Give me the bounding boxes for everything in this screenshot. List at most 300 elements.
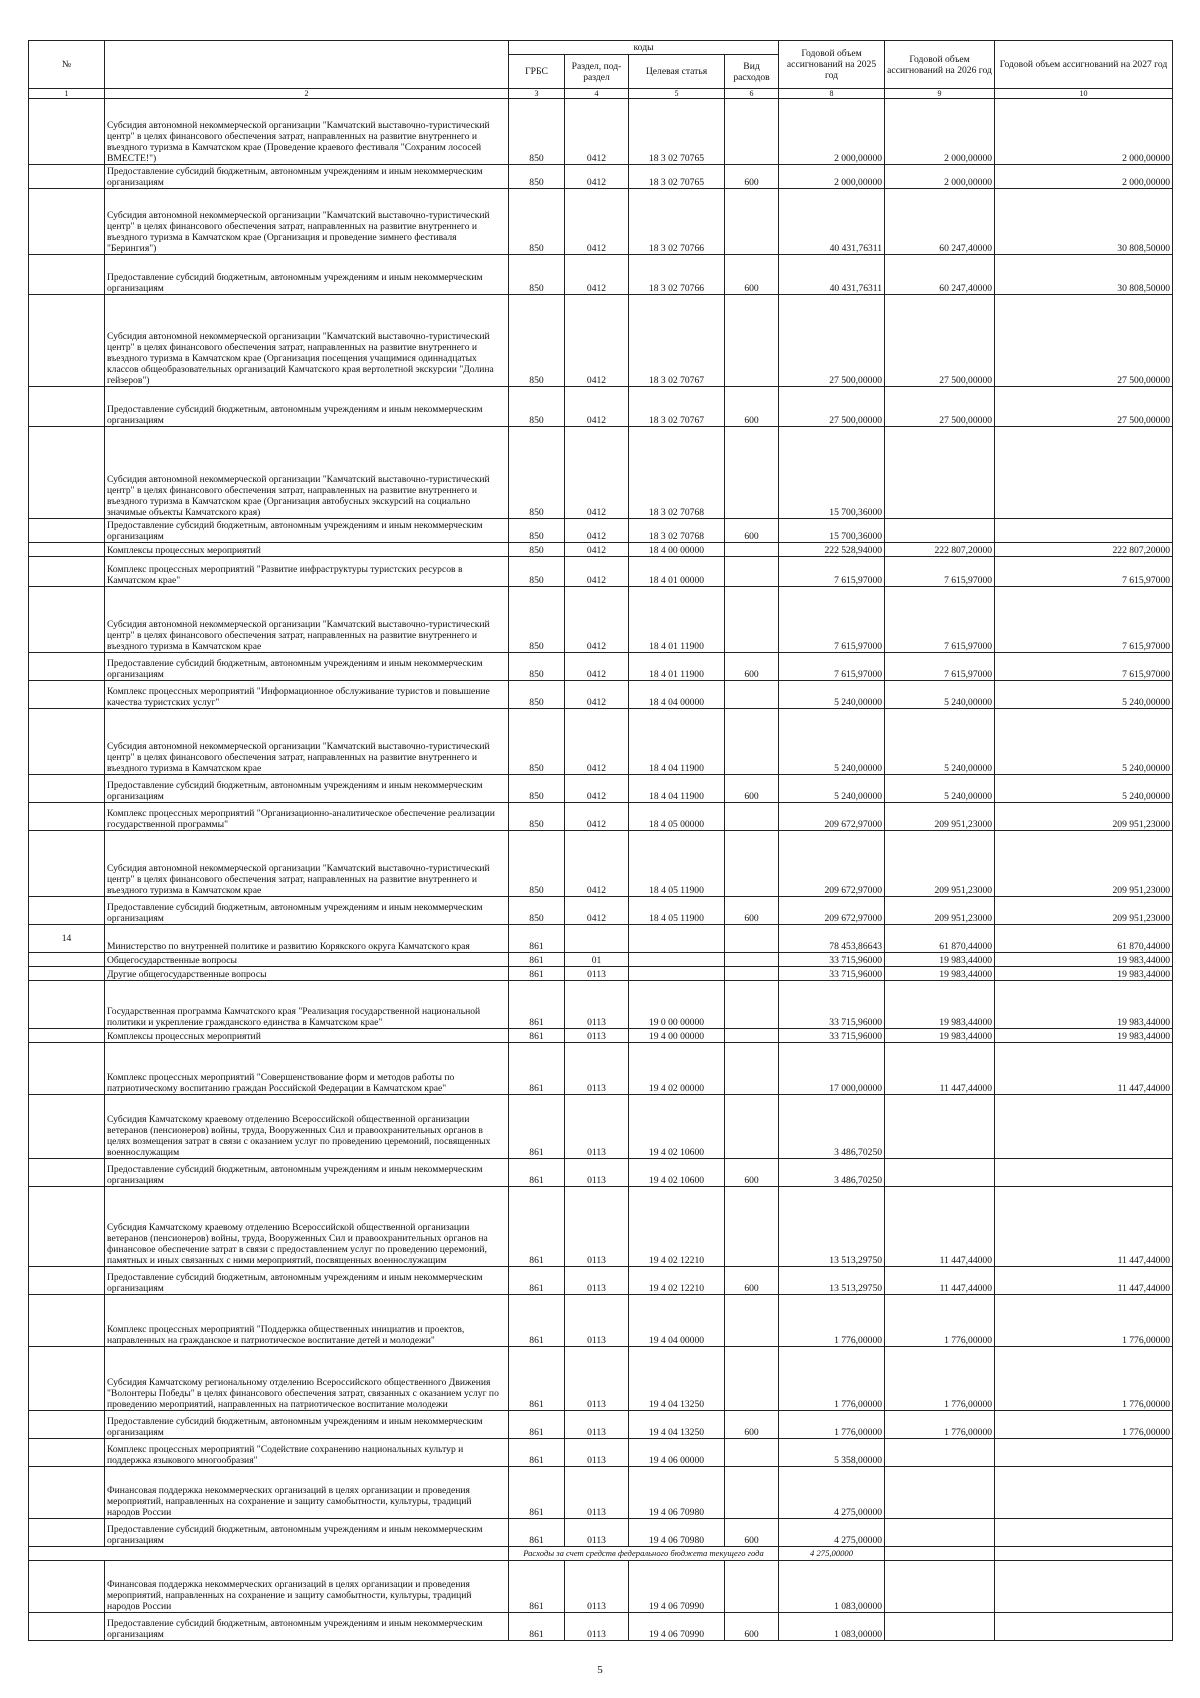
row-amount-2027: 222 807,20000 bbox=[995, 543, 1173, 557]
row-description: Предоставление субсидий бюджетным, автономным учреждениям и иным некоммерческим организациям bbox=[105, 897, 509, 925]
row-grbs: 850 bbox=[509, 831, 565, 897]
row-amount-2026: 60 247,40000 bbox=[885, 189, 995, 255]
row-target: 18 4 05 00000 bbox=[629, 803, 725, 831]
row-section: 0113 bbox=[565, 1295, 629, 1347]
row-number bbox=[29, 543, 105, 557]
row-target: 19 4 06 00000 bbox=[629, 1439, 725, 1467]
row-expense-type bbox=[725, 831, 779, 897]
row-grbs: 850 bbox=[509, 803, 565, 831]
row-grbs: 850 bbox=[509, 775, 565, 803]
table-row bbox=[29, 831, 1173, 897]
row-expense-type: 600 bbox=[725, 1613, 779, 1641]
table-row bbox=[29, 587, 1173, 653]
row-target: 19 4 02 12210 bbox=[629, 1267, 725, 1295]
row-amount-2027: 5 240,00000 bbox=[995, 709, 1173, 775]
table-note-row bbox=[29, 1547, 1173, 1561]
row-target: 19 4 04 13250 bbox=[629, 1347, 725, 1411]
row-grbs: 850 bbox=[509, 255, 565, 295]
row-amount-2025: 15 700,36000 bbox=[779, 519, 885, 543]
row-expense-type bbox=[725, 1029, 779, 1043]
row-amount-2027 bbox=[995, 1561, 1173, 1613]
row-target: 19 4 04 00000 bbox=[629, 1295, 725, 1347]
empty-cell bbox=[885, 1547, 995, 1561]
row-expense-type bbox=[725, 953, 779, 967]
row-number bbox=[29, 295, 105, 387]
row-amount-2026: 222 807,20000 bbox=[885, 543, 995, 557]
row-description: Комплекс процессных мероприятий "Поддержка общественных инициатив и проектов, направленных на гражданское и патриотическое воспитание детей и молодежи" bbox=[105, 1295, 509, 1347]
table-row bbox=[29, 1267, 1173, 1295]
row-amount-2027 bbox=[995, 1613, 1173, 1641]
row-section: 0113 bbox=[565, 1159, 629, 1187]
header-no: № bbox=[29, 41, 105, 89]
table-row bbox=[29, 1519, 1173, 1547]
row-number bbox=[29, 681, 105, 709]
table-row bbox=[29, 1561, 1173, 1613]
row-amount-2026 bbox=[885, 1439, 995, 1467]
table-row bbox=[29, 557, 1173, 587]
table-row bbox=[29, 543, 1173, 557]
row-section: 0412 bbox=[565, 165, 629, 189]
row-amount-2027: 209 951,23000 bbox=[995, 803, 1173, 831]
row-expense-type bbox=[725, 99, 779, 165]
row-amount-2027: 209 951,23000 bbox=[995, 897, 1173, 925]
row-target: 18 4 01 11900 bbox=[629, 653, 725, 681]
row-target: 18 4 04 00000 bbox=[629, 681, 725, 709]
row-expense-type bbox=[725, 681, 779, 709]
row-amount-2027: 30 808,50000 bbox=[995, 189, 1173, 255]
row-section: 0113 bbox=[565, 1411, 629, 1439]
row-amount-2026: 1 776,00000 bbox=[885, 1295, 995, 1347]
row-note: Расходы за счет средств федерального бюджета текущего года bbox=[509, 1547, 779, 1561]
row-expense-type: 600 bbox=[725, 387, 779, 427]
row-target: 19 4 06 70980 bbox=[629, 1519, 725, 1547]
row-amount-2027: 19 983,44000 bbox=[995, 953, 1173, 967]
row-expense-type: 600 bbox=[725, 1159, 779, 1187]
appropriations-table bbox=[28, 40, 1173, 1641]
row-section: 0412 bbox=[565, 557, 629, 587]
row-amount-2027 bbox=[995, 519, 1173, 543]
row-amount-2025: 3 486,70250 bbox=[779, 1159, 885, 1187]
row-expense-type bbox=[725, 1467, 779, 1519]
row-target: 19 4 06 70990 bbox=[629, 1613, 725, 1641]
row-description: Субсидия автономной некоммерческой организации "Камчатский выставочно-туристический центр" в целях финансового обеспечения затрат, направленных на развитие внутреннего и въездного туризма в Камчатском крае (Организация и проведение зимнего фестиваля "Берингия") bbox=[105, 189, 509, 255]
header-2026: Годовой объем ассигнований на 2026 год bbox=[885, 41, 995, 89]
row-amount-2025: 4 275,00000 bbox=[779, 1519, 885, 1547]
row-amount-2025: 1 083,00000 bbox=[779, 1613, 885, 1641]
row-amount-2027 bbox=[995, 1467, 1173, 1519]
table-row bbox=[29, 1043, 1173, 1095]
row-description: Государственная программа Камчатского края "Реализация государственной национальной политики и укрепление гражданского единства в Камчатском крае" bbox=[105, 981, 509, 1029]
row-amount-2027 bbox=[995, 1095, 1173, 1159]
row-section: 0412 bbox=[565, 653, 629, 681]
row-expense-type bbox=[725, 1347, 779, 1411]
row-section: 01 bbox=[565, 953, 629, 967]
row-description: Субсидия автономной некоммерческой организации "Камчатский выставочно-туристический центр" в целях финансового обеспечения затрат, направленных на развитие внутреннего и въездного туризма в Камчатском крае (Проведение краевого фестиваля "Сохраним лососей ВМЕСТЕ!") bbox=[105, 99, 509, 165]
row-number bbox=[29, 519, 105, 543]
row-description: Предоставление субсидий бюджетным, автономным учреждениям и иным некоммерческим организациям bbox=[105, 387, 509, 427]
table-row bbox=[29, 295, 1173, 387]
row-section: 0412 bbox=[565, 387, 629, 427]
row-grbs: 850 bbox=[509, 681, 565, 709]
row-target: 19 4 04 13250 bbox=[629, 1411, 725, 1439]
row-target: 19 4 02 10600 bbox=[629, 1159, 725, 1187]
row-number: 14 bbox=[29, 925, 105, 953]
row-amount-2025: 33 715,96000 bbox=[779, 981, 885, 1029]
table-row bbox=[29, 775, 1173, 803]
col-index: 4 bbox=[565, 89, 629, 99]
row-expense-type bbox=[725, 1095, 779, 1159]
row-number bbox=[29, 1561, 105, 1613]
col-index: 6 bbox=[725, 89, 779, 99]
row-grbs: 861 bbox=[509, 1029, 565, 1043]
row-number bbox=[29, 981, 105, 1029]
note-spacer bbox=[29, 1547, 509, 1561]
row-target: 18 3 02 70766 bbox=[629, 255, 725, 295]
row-description: Субсидия автономной некоммерческой организации "Камчатский выставочно-туристический центр" в целях финансового обеспечения затрат, направленных на развитие внутреннего и въездного туризма в Камчатском крае bbox=[105, 831, 509, 897]
header-codes: коды bbox=[509, 41, 779, 55]
row-section: 0412 bbox=[565, 831, 629, 897]
row-amount-2025: 5 240,00000 bbox=[779, 709, 885, 775]
row-grbs: 861 bbox=[509, 1187, 565, 1267]
row-section: 0113 bbox=[565, 1561, 629, 1613]
row-amount-2027: 209 951,23000 bbox=[995, 831, 1173, 897]
row-expense-type: 600 bbox=[725, 775, 779, 803]
row-section: 0113 bbox=[565, 1095, 629, 1159]
row-amount-2025: 2 000,00000 bbox=[779, 99, 885, 165]
row-section: 0113 bbox=[565, 1187, 629, 1267]
row-number bbox=[29, 189, 105, 255]
row-amount-2025: 4 275,00000 bbox=[779, 1467, 885, 1519]
row-target: 19 4 06 70990 bbox=[629, 1561, 725, 1613]
table-row bbox=[29, 1411, 1173, 1439]
row-grbs: 861 bbox=[509, 1519, 565, 1547]
table-row bbox=[29, 1347, 1173, 1411]
row-amount-2025: 5 358,00000 bbox=[779, 1439, 885, 1467]
row-amount-2026: 209 951,23000 bbox=[885, 803, 995, 831]
row-target: 18 3 02 70767 bbox=[629, 387, 725, 427]
col-index: 1 bbox=[29, 89, 105, 99]
row-number bbox=[29, 1467, 105, 1519]
row-amount-2025: 5 240,00000 bbox=[779, 681, 885, 709]
row-amount-2026: 19 983,44000 bbox=[885, 953, 995, 967]
row-description: Предоставление субсидий бюджетным, автономным учреждениям и иным некоммерческим организациям bbox=[105, 1613, 509, 1641]
row-amount-2027 bbox=[995, 1159, 1173, 1187]
row-target: 18 4 05 11900 bbox=[629, 897, 725, 925]
row-grbs: 850 bbox=[509, 99, 565, 165]
row-amount-2027: 2 000,00000 bbox=[995, 165, 1173, 189]
row-section: 0412 bbox=[565, 587, 629, 653]
row-section: 0412 bbox=[565, 427, 629, 519]
row-amount-2026: 5 240,00000 bbox=[885, 775, 995, 803]
table-row bbox=[29, 1295, 1173, 1347]
row-grbs: 861 bbox=[509, 1347, 565, 1411]
row-description: Комплекс процессных мероприятий "Информационное обслуживание туристов и повышение качества туристских услуг" bbox=[105, 681, 509, 709]
row-grbs: 850 bbox=[509, 295, 565, 387]
row-grbs: 850 bbox=[509, 543, 565, 557]
row-number bbox=[29, 1613, 105, 1641]
row-amount-2025: 40 431,76311 bbox=[779, 255, 885, 295]
row-number bbox=[29, 1519, 105, 1547]
row-description: Комплексы процессных мероприятий bbox=[105, 1029, 509, 1043]
row-amount-2025: 33 715,96000 bbox=[779, 967, 885, 981]
table-row bbox=[29, 387, 1173, 427]
row-target: 19 4 06 70980 bbox=[629, 1467, 725, 1519]
row-number bbox=[29, 653, 105, 681]
row-amount-2025: 222 528,94000 bbox=[779, 543, 885, 557]
row-amount-2025: 2 000,00000 bbox=[779, 165, 885, 189]
table-row bbox=[29, 189, 1173, 255]
page-number: 5 bbox=[597, 1664, 603, 1676]
row-expense-type: 600 bbox=[725, 519, 779, 543]
row-target: 18 3 02 70765 bbox=[629, 165, 725, 189]
row-description: Комплекс процессных мероприятий "Совершенствование форм и методов работы по патриотическому воспитанию граждан Российской Федерации в Камчатском крае" bbox=[105, 1043, 509, 1095]
row-expense-type: 600 bbox=[725, 255, 779, 295]
row-number bbox=[29, 1095, 105, 1159]
row-amount-2027: 2 000,00000 bbox=[995, 99, 1173, 165]
row-number bbox=[29, 775, 105, 803]
row-amount-2025: 15 700,36000 bbox=[779, 427, 885, 519]
row-description: Предоставление субсидий бюджетным, автономным учреждениям и иным некоммерческим организациям bbox=[105, 1519, 509, 1547]
row-grbs: 850 bbox=[509, 387, 565, 427]
row-number bbox=[29, 557, 105, 587]
row-amount-2027 bbox=[995, 427, 1173, 519]
row-amount-2027 bbox=[995, 1519, 1173, 1547]
row-expense-type: 600 bbox=[725, 1267, 779, 1295]
row-amount-2027: 1 776,00000 bbox=[995, 1347, 1173, 1411]
row-amount-2025: 7 615,97000 bbox=[779, 653, 885, 681]
row-amount-2025: 209 672,97000 bbox=[779, 803, 885, 831]
row-grbs: 850 bbox=[509, 587, 565, 653]
row-target: 19 4 00 00000 bbox=[629, 1029, 725, 1043]
row-section: 0412 bbox=[565, 295, 629, 387]
table-body bbox=[29, 99, 1173, 1641]
row-expense-type bbox=[725, 967, 779, 981]
table-row bbox=[29, 981, 1173, 1029]
row-target: 19 4 02 00000 bbox=[629, 1043, 725, 1095]
row-target: 18 4 04 11900 bbox=[629, 709, 725, 775]
row-section: 0412 bbox=[565, 775, 629, 803]
row-amount-2026: 2 000,00000 bbox=[885, 165, 995, 189]
row-amount-2025: 1 776,00000 bbox=[779, 1411, 885, 1439]
row-grbs: 861 bbox=[509, 1159, 565, 1187]
row-grbs: 850 bbox=[509, 897, 565, 925]
row-expense-type bbox=[725, 925, 779, 953]
row-amount-2025: 209 672,97000 bbox=[779, 831, 885, 897]
header-grbs: ГРБС bbox=[509, 55, 565, 89]
row-amount-2026: 19 983,44000 bbox=[885, 1029, 995, 1043]
row-amount-2025: 4 275,00000 bbox=[779, 1547, 885, 1561]
row-amount-2027: 61 870,44000 bbox=[995, 925, 1173, 953]
header-section: Раздел, под-раздел bbox=[565, 55, 629, 89]
row-expense-type: 600 bbox=[725, 165, 779, 189]
row-target: 19 4 02 10600 bbox=[629, 1095, 725, 1159]
table-row bbox=[29, 99, 1173, 165]
row-target: 18 4 01 00000 bbox=[629, 557, 725, 587]
row-amount-2026: 27 500,00000 bbox=[885, 295, 995, 387]
row-amount-2025: 209 672,97000 bbox=[779, 897, 885, 925]
row-section: 0412 bbox=[565, 709, 629, 775]
table-row bbox=[29, 519, 1173, 543]
row-section: 0412 bbox=[565, 543, 629, 557]
row-number bbox=[29, 1295, 105, 1347]
row-expense-type bbox=[725, 189, 779, 255]
table-row bbox=[29, 165, 1173, 189]
row-amount-2027: 11 447,44000 bbox=[995, 1187, 1173, 1267]
row-description: Предоставление субсидий бюджетным, автономным учреждениям и иным некоммерческим организациям bbox=[105, 165, 509, 189]
row-target: 18 3 02 70768 bbox=[629, 519, 725, 543]
row-target: 18 3 02 70767 bbox=[629, 295, 725, 387]
table-row bbox=[29, 709, 1173, 775]
row-amount-2025: 5 240,00000 bbox=[779, 775, 885, 803]
row-grbs: 861 bbox=[509, 1095, 565, 1159]
row-number bbox=[29, 709, 105, 775]
row-description: Финансовая поддержка некоммерческих организаций в целях организации и проведения мероприятий, направленных на сохранение и защиту самобытности, культуры, традиций народов России bbox=[105, 1467, 509, 1519]
row-grbs: 850 bbox=[509, 189, 565, 255]
row-amount-2026 bbox=[885, 519, 995, 543]
header-2025: Годовой объем ассигнований на 2025 год bbox=[779, 41, 885, 89]
row-amount-2027 bbox=[995, 1439, 1173, 1467]
row-grbs: 850 bbox=[509, 557, 565, 587]
row-amount-2026: 61 870,44000 bbox=[885, 925, 995, 953]
row-target: 19 0 00 00000 bbox=[629, 981, 725, 1029]
header-target: Целевая статья bbox=[629, 55, 725, 89]
row-section: 0113 bbox=[565, 1439, 629, 1467]
row-grbs: 861 bbox=[509, 1613, 565, 1641]
row-section: 0412 bbox=[565, 255, 629, 295]
row-number bbox=[29, 587, 105, 653]
row-amount-2027: 30 808,50000 bbox=[995, 255, 1173, 295]
row-expense-type bbox=[725, 587, 779, 653]
row-amount-2026: 19 983,44000 bbox=[885, 967, 995, 981]
row-number bbox=[29, 1187, 105, 1267]
row-amount-2027: 19 983,44000 bbox=[995, 1029, 1173, 1043]
row-description: Субсидия Камчатскому краевому отделению Всероссийской общественной организации ветеранов (пенсионеров) войны, труда, Вооруженных Сил и правоохранительных органов на финансовое обеспечение затрат в связи с предоставлением услуг по проведению церемоний, памятных и иных связанных с ними мероприятий, посвященных военнослужащим bbox=[105, 1187, 509, 1267]
table-row bbox=[29, 1613, 1173, 1641]
row-amount-2026 bbox=[885, 1613, 995, 1641]
table-row bbox=[29, 1439, 1173, 1467]
row-description: Субсидия Камчатскому краевому отделению Всероссийской общественной организации ветеранов (пенсионеров) войны, труда, Вооруженных Сил и правоохранительных органов в целях возмещения затрат в связи с оказанием услуг по проведению церемоний, посвященных военнослужащим bbox=[105, 1095, 509, 1159]
row-grbs: 861 bbox=[509, 1295, 565, 1347]
row-amount-2026: 5 240,00000 bbox=[885, 709, 995, 775]
row-amount-2027: 1 776,00000 bbox=[995, 1411, 1173, 1439]
row-amount-2025: 1 776,00000 bbox=[779, 1295, 885, 1347]
col-index: 10 bbox=[995, 89, 1173, 99]
column-index-row bbox=[29, 89, 1173, 99]
row-expense-type bbox=[725, 1043, 779, 1095]
col-index: 8 bbox=[779, 89, 885, 99]
row-amount-2025: 27 500,00000 bbox=[779, 295, 885, 387]
row-grbs: 861 bbox=[509, 1439, 565, 1467]
row-number bbox=[29, 1347, 105, 1411]
row-description: Финансовая поддержка некоммерческих организаций в целях организации и проведения мероприятий, направленных на сохранение и защиту самобытности, культуры, традиций народов России bbox=[105, 1561, 509, 1613]
row-expense-type bbox=[725, 543, 779, 557]
row-number bbox=[29, 1439, 105, 1467]
row-amount-2026: 2 000,00000 bbox=[885, 99, 995, 165]
row-amount-2026 bbox=[885, 1519, 995, 1547]
row-amount-2027: 19 983,44000 bbox=[995, 981, 1173, 1029]
row-amount-2026: 11 447,44000 bbox=[885, 1187, 995, 1267]
row-expense-type bbox=[725, 803, 779, 831]
row-grbs: 850 bbox=[509, 427, 565, 519]
row-amount-2025: 1 776,00000 bbox=[779, 1347, 885, 1411]
row-amount-2025: 13 513,29750 bbox=[779, 1267, 885, 1295]
row-description: Комплекс процессных мероприятий "Организационно-аналитическое обеспечение реализации государственной программы" bbox=[105, 803, 509, 831]
row-section: 0113 bbox=[565, 967, 629, 981]
row-description: Комплексы процессных мероприятий bbox=[105, 543, 509, 557]
col-index: 2 bbox=[105, 89, 509, 99]
row-amount-2026 bbox=[885, 1561, 995, 1613]
row-expense-type bbox=[725, 1439, 779, 1467]
row-grbs: 861 bbox=[509, 953, 565, 967]
table-row bbox=[29, 1095, 1173, 1159]
row-amount-2025: 40 431,76311 bbox=[779, 189, 885, 255]
row-amount-2026: 5 240,00000 bbox=[885, 681, 995, 709]
row-section: 0412 bbox=[565, 99, 629, 165]
row-grbs: 861 bbox=[509, 1411, 565, 1439]
row-amount-2025: 17 000,00000 bbox=[779, 1043, 885, 1095]
row-amount-2026: 209 951,23000 bbox=[885, 897, 995, 925]
row-section: 0412 bbox=[565, 519, 629, 543]
row-section: 0113 bbox=[565, 981, 629, 1029]
row-number bbox=[29, 897, 105, 925]
row-description: Комплекс процессных мероприятий "Развитие инфраструктуры туристских ресурсов в Камчатском крае" bbox=[105, 557, 509, 587]
row-description: Предоставление субсидий бюджетным, автономным учреждениям и иным некоммерческим организациям bbox=[105, 519, 509, 543]
col-index: 3 bbox=[509, 89, 565, 99]
row-number bbox=[29, 427, 105, 519]
row-amount-2026: 1 776,00000 bbox=[885, 1347, 995, 1411]
row-description: Министерство по внутренней политике и развитию Корякского округа Камчатского края bbox=[105, 925, 509, 953]
header-expense-type: Вид расходов bbox=[725, 55, 779, 89]
empty-cell bbox=[995, 1547, 1173, 1561]
row-grbs: 861 bbox=[509, 981, 565, 1029]
row-description: Предоставление субсидий бюджетным, автономным учреждениям и иным некоммерческим организациям bbox=[105, 1267, 509, 1295]
budget-sheet bbox=[28, 40, 1172, 1641]
row-target: 18 3 02 70765 bbox=[629, 99, 725, 165]
row-amount-2027: 27 500,00000 bbox=[995, 295, 1173, 387]
row-description: Предоставление субсидий бюджетным, автономным учреждениям и иным некоммерческим организациям bbox=[105, 1159, 509, 1187]
row-section: 0113 bbox=[565, 1029, 629, 1043]
row-amount-2025: 1 083,00000 bbox=[779, 1561, 885, 1613]
row-amount-2026: 7 615,97000 bbox=[885, 587, 995, 653]
row-number bbox=[29, 953, 105, 967]
row-amount-2027: 19 983,44000 bbox=[995, 967, 1173, 981]
row-amount-2027: 7 615,97000 bbox=[995, 653, 1173, 681]
header-description bbox=[105, 41, 509, 89]
table-row bbox=[29, 803, 1173, 831]
table-row bbox=[29, 1029, 1173, 1043]
row-description: Субсидия автономной некоммерческой организации "Камчатский выставочно-туристический центр" в целях финансового обеспечения затрат, направленных на развитие внутреннего и въездного туризма в Камчатском крае bbox=[105, 709, 509, 775]
row-amount-2027: 5 240,00000 bbox=[995, 775, 1173, 803]
row-amount-2025: 3 486,70250 bbox=[779, 1095, 885, 1159]
row-section: 0412 bbox=[565, 189, 629, 255]
row-description: Субсидия автономной некоммерческой организации "Камчатский выставочно-туристический центр" в целях финансового обеспечения затрат, направленных на развитие внутреннего и въездного туризма в Камчатском крае bbox=[105, 587, 509, 653]
row-description: Комплекс процессных мероприятий "Содействие сохранению национальных культур и поддержка языкового многообразия" bbox=[105, 1439, 509, 1467]
row-number bbox=[29, 803, 105, 831]
row-expense-type: 600 bbox=[725, 1411, 779, 1439]
row-number bbox=[29, 1267, 105, 1295]
header-2027: Годовой объем ассигнований на 2027 год bbox=[995, 41, 1173, 89]
row-target: 18 4 05 11900 bbox=[629, 831, 725, 897]
row-amount-2027: 11 447,44000 bbox=[995, 1267, 1173, 1295]
row-target bbox=[629, 953, 725, 967]
row-expense-type bbox=[725, 709, 779, 775]
row-description: Субсидия Камчатскому региональному отделению Всероссийского общественного Движения "Волонтеры Победы" в целях финансового обеспечения затрат, связанных с оказанием услуг по проведению мероприятий, направленных на патриотическое воспитание молодежи bbox=[105, 1347, 509, 1411]
row-amount-2025: 13 513,29750 bbox=[779, 1187, 885, 1267]
row-grbs: 850 bbox=[509, 653, 565, 681]
row-description: Субсидия автономной некоммерческой организации "Камчатский выставочно-туристический центр" в целях финансового обеспечения затрат, направленных на развитие внутреннего и въездного туризма в Камчатском крае (Организация посещения учащимися одиннадцатых классов общеобразовательных организаций Камчатского края вертолетной экскурсии "Долина гейзеров") bbox=[105, 295, 509, 387]
row-amount-2027: 7 615,97000 bbox=[995, 587, 1173, 653]
row-amount-2026: 11 447,44000 bbox=[885, 1267, 995, 1295]
